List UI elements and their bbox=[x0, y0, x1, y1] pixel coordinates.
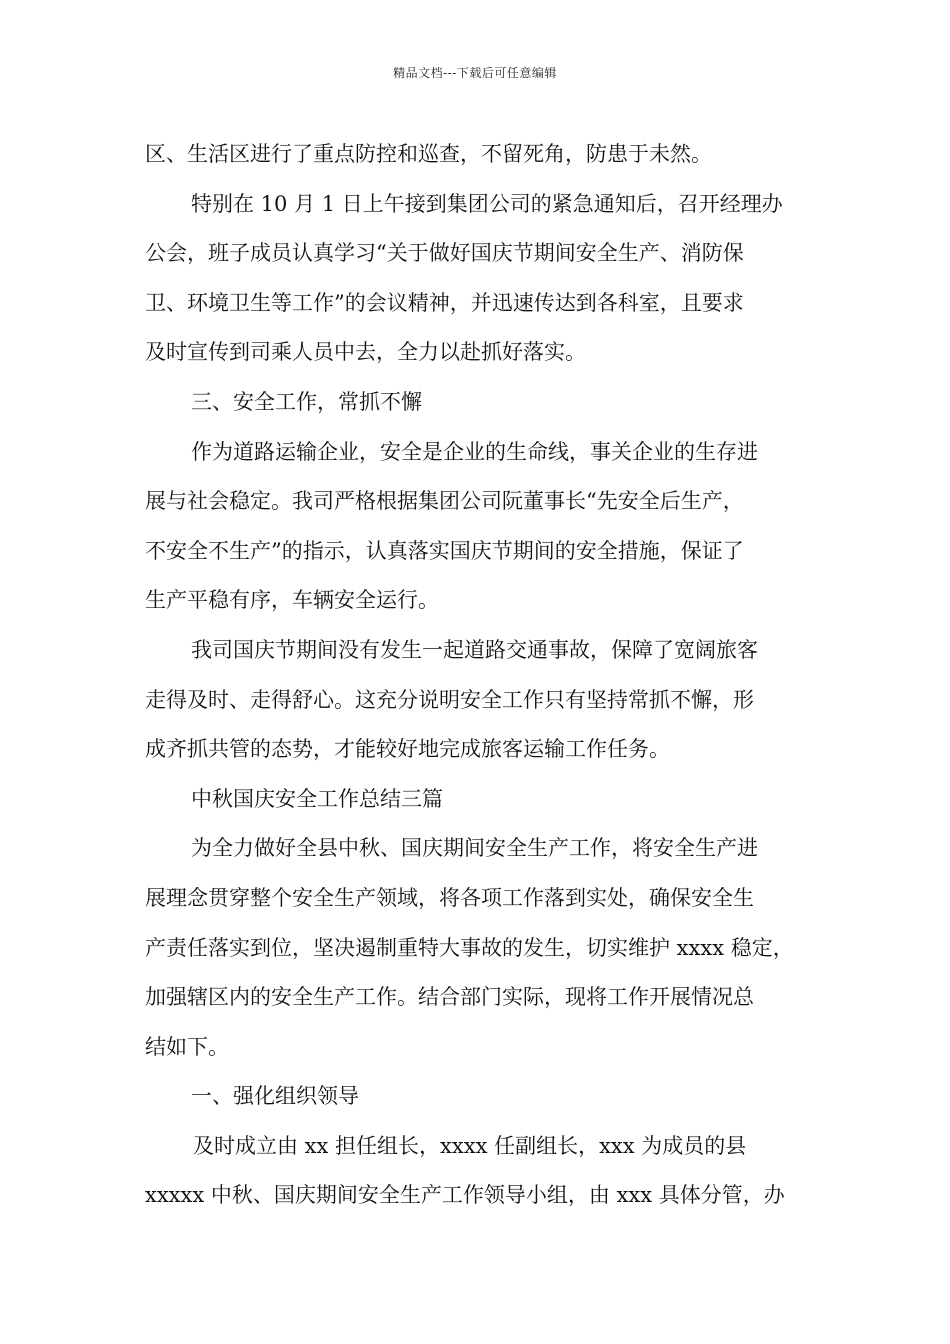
text-line: 卫、环境卫生等工作”的会议精神，并迅速传达到各科室，且要求 bbox=[145, 290, 744, 315]
section-heading bbox=[145, 378, 825, 428]
section-heading bbox=[145, 775, 825, 825]
section-heading bbox=[145, 1072, 825, 1122]
text-line: 走得及时、走得舒心。这充分说明安全工作只有坚持常抓不懈，形 bbox=[145, 687, 754, 712]
text-line: 公会，班子成员认真学习“关于做好国庆节期间安全生产、消防保 bbox=[145, 241, 744, 266]
text-line: 区、生活区进行了重点防控和巡查，不留死角，防患于未然。 bbox=[145, 142, 712, 166]
text-line: 产责任落实到位，坚决遏制重特大事故的发生，切实维护 xxxx 稳定， bbox=[145, 935, 794, 960]
paragraph bbox=[145, 1122, 825, 1221]
paragraph bbox=[145, 428, 825, 626]
text-line: 作为道路运输企业，安全是企业的生命线，事关企业的生存进 bbox=[191, 439, 758, 464]
text-line: 中秋国庆安全工作总结三篇 bbox=[191, 786, 443, 811]
text-line: 生产平稳有序，车辆安全运行。 bbox=[145, 588, 439, 613]
text-line: 一、强化组织领导 bbox=[191, 1084, 359, 1109]
text-line: 结如下。 bbox=[145, 1034, 229, 1059]
page-header: 精品文档---下载后可任意编辑 bbox=[393, 66, 557, 80]
text-line: 成齐抓共管的态势，才能较好地完成旅客运输工作任务。 bbox=[145, 737, 670, 762]
text-line: 为全力做好全县中秋、国庆期间安全生产工作，将安全生产进 bbox=[191, 836, 758, 861]
text-line: 及时成立由 xx 担任组长，xxxx 任副组长，xxx 为成员的县 bbox=[193, 1133, 747, 1158]
text-line: 我司国庆节期间没有发生一起道路交通事故，保障了宽阔旅客 bbox=[191, 637, 758, 662]
document-body bbox=[145, 130, 825, 1221]
text-line: 特别在 10 月 1 日上午接到集团公司的紧急通知后，召开经理办 bbox=[191, 191, 783, 216]
paragraph bbox=[145, 824, 825, 1072]
text-line: 加强辖区内的安全生产工作。结合部门实际，现将工作开展情况总 bbox=[145, 985, 754, 1010]
text-line: 不安全不生产”的指示，认真落实国庆节期间的安全措施，保证了 bbox=[145, 538, 744, 563]
text-line: 及时宣传到司乘人员中去，全力以赴抓好落实。 bbox=[145, 340, 586, 365]
paragraph bbox=[145, 626, 825, 775]
text-line: xxxxx 中秋、国庆期间安全生产工作领导小组，由 xxx 具体分管，办 bbox=[145, 1183, 785, 1208]
paragraph bbox=[145, 180, 825, 378]
text-line: 展与社会稳定。我司严格根据集团公司阮董事长“先安全后生产， bbox=[145, 489, 744, 514]
text-line: 三、安全工作，常抓不懈 bbox=[191, 389, 422, 414]
text-line: 展理念贯穿整个安全生产领域，将各项工作落到实处，确保安全生 bbox=[145, 885, 754, 910]
paragraph bbox=[145, 130, 825, 180]
